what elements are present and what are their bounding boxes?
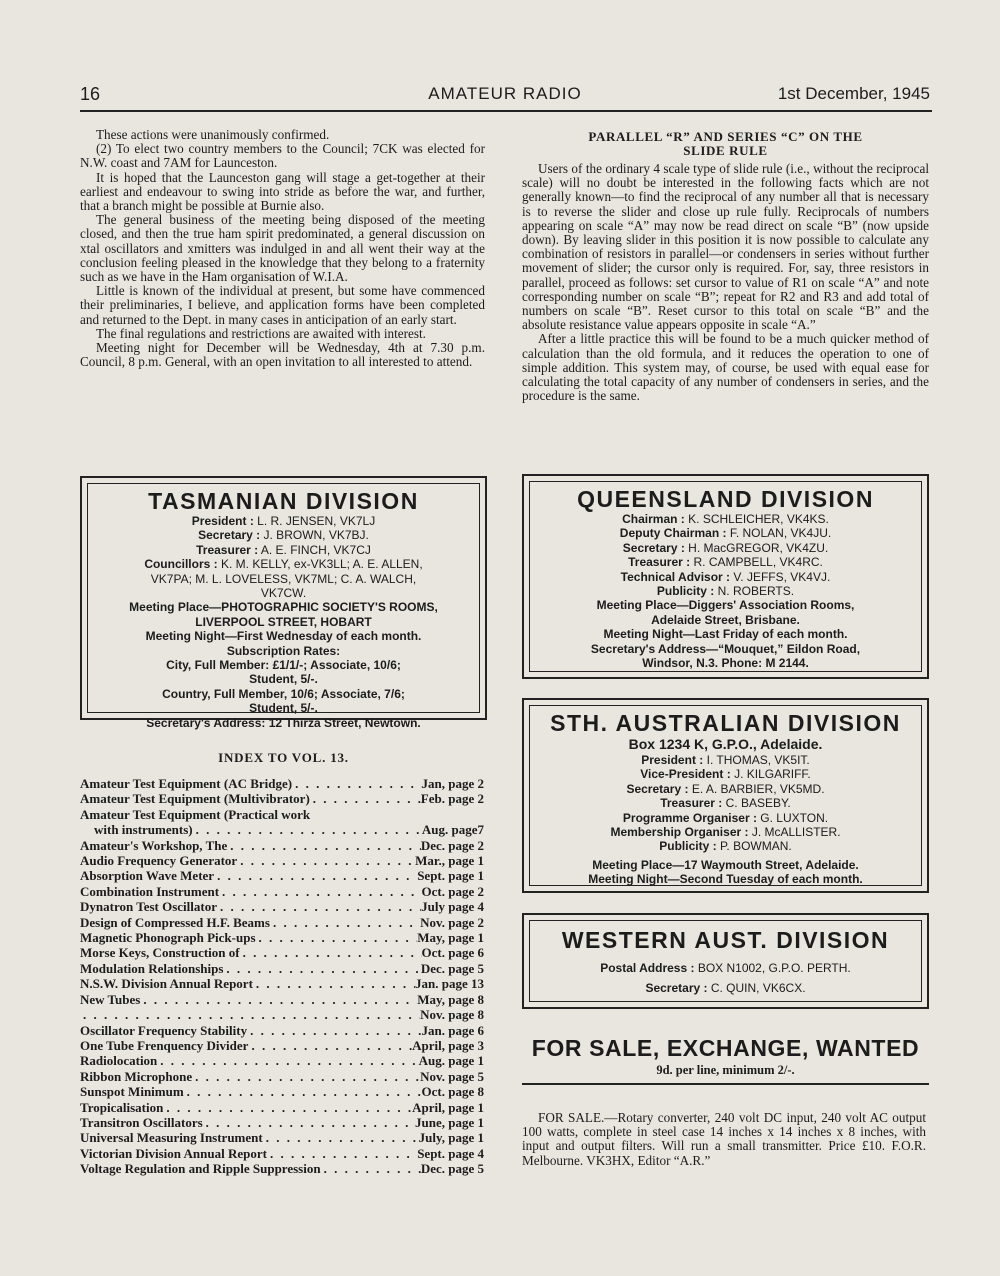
postal-address-line: Postal Address : BOX N1002, G.P.O. PERTH. — [600, 961, 851, 975]
index-entry: Morse Keys, Construction of . . . Oct. page 6 — [80, 945, 484, 960]
index-entry: Combination Instrument . . . Oct. page 2 — [80, 884, 484, 899]
meeting-place: Meeting Place—PHOTOGRAPHIC SOCIETY'S ROOMS, — [129, 600, 438, 615]
meeting-night: Meeting Night—Second Tuesday of each month. — [588, 872, 863, 887]
index-entry: Amateur Test Equipment (AC Bridge) . . . Jan, page 2 — [80, 776, 484, 791]
secretary-address: Windsor, N.3. Phone: M 2144. — [642, 656, 809, 671]
subscription-country: Country, Full Member, 10/6; Associate, 7/6; — [162, 686, 405, 701]
publicity-line: Publicity : N. ROBERTS. — [656, 584, 795, 599]
councillors-line: VK7CW. — [260, 586, 307, 601]
treasurer-line: Treasurer : R. CAMPBELL, VK4RC. — [628, 555, 823, 570]
index-entry: Ribbon Microphone . . . Nov. page 5 — [80, 1069, 484, 1084]
secretary-line: Secretary : J. BROWN, VK7BJ. — [198, 528, 369, 543]
subscription-city: Student, 5/-. — [249, 672, 318, 687]
division-title: WESTERN AUST. DIVISION — [561, 927, 890, 953]
meeting-place: Adelaide Street, Brisbane. — [651, 612, 800, 627]
secretary-line: Secretary : C. QUIN, VK6CX. — [645, 981, 806, 996]
index-entry: Amateur Test Equipment (Practical work — [80, 806, 311, 822]
box-inner-border — [529, 920, 922, 1002]
treasurer-line: Treasurer : C. BASEBY. — [660, 796, 791, 811]
secretary-line: Secretary : E. A. BARBIER, VK5MD. — [626, 781, 825, 796]
index-entry: Modulation Relationships . . . Dec. page 5 — [80, 961, 484, 976]
paragraph: The final regulations and restrictions are awaited with interest. — [96, 325, 426, 341]
page-number: 16 — [80, 84, 101, 104]
division-title: STH. AUSTRALIAN DIVISION — [550, 710, 901, 736]
index-entry: Universal Measuring Instrument . . . July, page 1 — [80, 1130, 484, 1145]
index-entry: with instruments) . . . Aug. page7 — [80, 822, 484, 837]
box-inner-border — [529, 481, 922, 672]
tasmanian-division-box — [80, 476, 487, 730]
vice-president-line: Vice-President : J. KILGARIFF. — [640, 767, 811, 782]
subscription-heading: Subscription Rates: — [226, 643, 341, 658]
publicity-line: Publicity : P. BOWMAN. — [659, 839, 792, 854]
paragraph: These actions were unanimously confirmed. — [96, 127, 330, 142]
postal-box: Box 1234 K, G.P.O., Adelaide. — [628, 736, 823, 752]
membership-organiser-line: Membership Organiser : J. McALLISTER. — [610, 825, 841, 840]
index-list — [80, 776, 484, 1177]
president-line: President : I. THOMAS, VK5IT. — [641, 753, 810, 767]
index-entry: New Tubes . . . May, page 8 — [80, 992, 484, 1007]
meeting-night: Meeting Night—Last Friday of each month. — [603, 627, 848, 642]
index-entry: Sunspot Minimum . . . Oct. page 8 — [80, 1084, 484, 1099]
issue-date: 1st December, 1945 — [777, 84, 930, 103]
tasmanian-report-text — [80, 128, 485, 369]
header-rule — [80, 110, 932, 112]
index-entry: Design of Compressed H.F. Beams . . . Nov. page 2 — [80, 915, 484, 930]
index-entry: Voltage Regulation and Ripple Suppression . . . Dec. page 5 — [80, 1161, 484, 1176]
paragraph: (2) To elect two country members to the Council; 7CK was elected for N.W. coast and 7AM for Launceston. — [80, 141, 485, 171]
index-entry: Audio Frequency Generator . . . Mar., page 1 — [80, 853, 484, 868]
paragraph: After a little practice this will be found to be a much quicker method of calculation than the old formula, and it reduces the operation to one of simple addition. This system may, of course, be used with equal ease for calculating the total capacity of any number of condensers in series, and the procedure is the same. — [522, 331, 929, 404]
index-entry: Amateur Test Equipment (Multivibrator) . . . Feb. page 2 — [80, 791, 484, 806]
classifieds-heading — [522, 1034, 929, 1078]
programme-organiser-line: Programme Organiser : G. LUXTON. — [622, 810, 829, 825]
meeting-night: Meeting Night—First Wednesday of each month. — [145, 629, 422, 644]
slide-rule-article — [522, 130, 929, 403]
box-inner-border — [87, 483, 480, 730]
paragraph: Users of the ordinary 4 scale type of slide rule (i.e., without the reciprocal scale) will no doubt be interested in the following facts which are not generally known—to find the reciprocal of any number all that is necessary is to reverse the slider and close up rule fully. Reciprocals of numbers appearing on scale “A” may now be read direct on scale “B” (now upside down). By leaving slider in this position it is now possible to calculate any combination of resistors in parallel—or condensers in series without further movement of slider; the cursor only is required. For, say, three resistors in parallel, proceed as follows: set cursor to value of R1 on scale “A” and note corresponding number on scale “B”; repeat for R2 and R3 and add total of numbers on scale “B”. Reset cursor to this total on scale “B” and the absolute resistance value appears opposite in scale “A.” — [522, 161, 929, 333]
secretary-line: Secretary : H. MacGREGOR, VK4ZU. — [622, 540, 829, 555]
article-title-line: SLIDE RULE — [683, 143, 768, 158]
classifieds-rule — [522, 1083, 929, 1085]
division-title: QUEENSLAND DIVISION — [577, 486, 874, 512]
western-australian-division-box — [522, 913, 929, 1009]
index-entry: N.S.W. Division Annual Report . . . Jan. page 13 — [80, 976, 484, 991]
subscription-country: Student, 5/-. — [249, 701, 318, 716]
index-entry: Dynatron Test Oscillator . . . July page 4 — [80, 899, 484, 914]
meeting-place: Meeting Place—17 Waymouth Street, Adelaide. — [592, 857, 859, 872]
index-entry: Transitron Oscillators . . . June, page 1 — [80, 1115, 484, 1130]
classifieds-rate: 9d. per line, minimum 2/-. — [656, 1063, 795, 1077]
secretary-address: Secretary's Address—“Mouquet,” Eildon Road, — [590, 641, 861, 656]
meeting-place: LIVERPOOL STREET, HOBART — [195, 614, 372, 629]
index-entry: Absorption Wave Meter . . . Sept. page 1 — [80, 868, 484, 883]
paragraph: It is hoped that the Launceston gang will stage a get-together at their earliest and endeavour to swing into stride as before the war, and further, that a branch might be possible at Burnie also. — [80, 169, 485, 214]
index-title: INDEX TO VOL. 13. — [218, 750, 349, 765]
index-entry: Radiolocation . . . Aug. page 1 — [80, 1053, 484, 1068]
paragraph: The general business of the meeting being disposed of the meeting closed, and then the true ham spirit predominated, a general discussion on xtal oscillators and xmitters was indulged in and all went their way at the conclusion feeling pleased in the knowledge that they belong to a fraternity such as we have in the Ham organisation of W.I.A. — [80, 212, 485, 285]
publication-title: AMATEUR RADIO — [428, 84, 582, 103]
meeting-place: Meeting Place—Diggers' Association Rooms, — [596, 598, 855, 613]
deputy-chairman-line: Deputy Chairman : F. NOLAN, VK4JU. — [619, 526, 832, 541]
councillors-line: VK7PA; M. L. LOVELESS, VK7ML; C. A. WALCH, — [150, 571, 417, 586]
secretary-address: Secretary's Address: 12 Thirza Street, Newtown. — [146, 715, 421, 730]
page-header — [80, 84, 930, 110]
subscription-city: City, Full Member: £1/1/-; Associate, 10/6; — [166, 658, 401, 673]
ad-text: FOR SALE.—Rotary converter, 240 volt DC input, 240 volt AC output 100 watts, complete in steel case 14 inches x 14 inches x 8 inches, with input and output filters. Will run a small transmitter. Price £10. F.O.R. Melbourne. VK3HX, Editor “A.R.” — [522, 1110, 926, 1168]
south-australian-division-box — [522, 698, 929, 893]
index-entry: One Tube Frenquency Divider . . . April, page 3 — [80, 1038, 484, 1053]
division-title: TASMANIAN DIVISION — [148, 488, 419, 514]
article-title — [522, 130, 929, 158]
article-title-line: PARALLEL “R” AND SERIES “C” ON THE — [588, 129, 863, 144]
box-inner-border — [529, 705, 922, 886]
classifieds-title: FOR SALE, EXCHANGE, WANTED — [531, 1035, 920, 1061]
councillors-line: Councillors : K. M. KELLY, ex-VK3LL; A. E. ALLEN, — [144, 557, 423, 572]
president-line: President : L. R. JENSEN, VK7LJ — [191, 514, 376, 528]
treasurer-line: Treasurer : A. E. FINCH, VK7CJ — [196, 542, 371, 557]
index-entry: Amateur's Workshop, The . . . Dec. page 2 — [80, 838, 484, 853]
paragraph: Little is known of the individual at present, but some have commenced their preliminaries, I believe, and application forms have been completed and returned to the Dept. in many cases in anticipation of an early start. — [80, 283, 485, 327]
index-entry: Magnetic Phonograph Pick-ups . . . May, page 1 — [80, 930, 484, 945]
index-entry: Tropicalisation . . . April, page 1 — [80, 1100, 484, 1115]
index-entry: Oscillator Frequency Stability . . . Jan. page 6 — [80, 1023, 484, 1038]
chairman-line: Chairman : K. SCHLEICHER, VK4KS. — [622, 512, 829, 526]
queensland-division-box — [522, 474, 929, 679]
paragraph: Meeting night for December will be Wednesday, 4th at 7.30 p.m. Council, 8 p.m. General, with an open invitation to all interested to attend. — [80, 340, 485, 370]
index-entry: Victorian Division Annual Report . . . Sept. page 4 — [80, 1146, 484, 1161]
classified-ad — [522, 1111, 926, 1168]
technical-advisor-line: Technical Advisor : V. JEFFS, VK4VJ. — [620, 569, 831, 584]
index-entry: . . . Nov. page 8 — [80, 1007, 484, 1022]
